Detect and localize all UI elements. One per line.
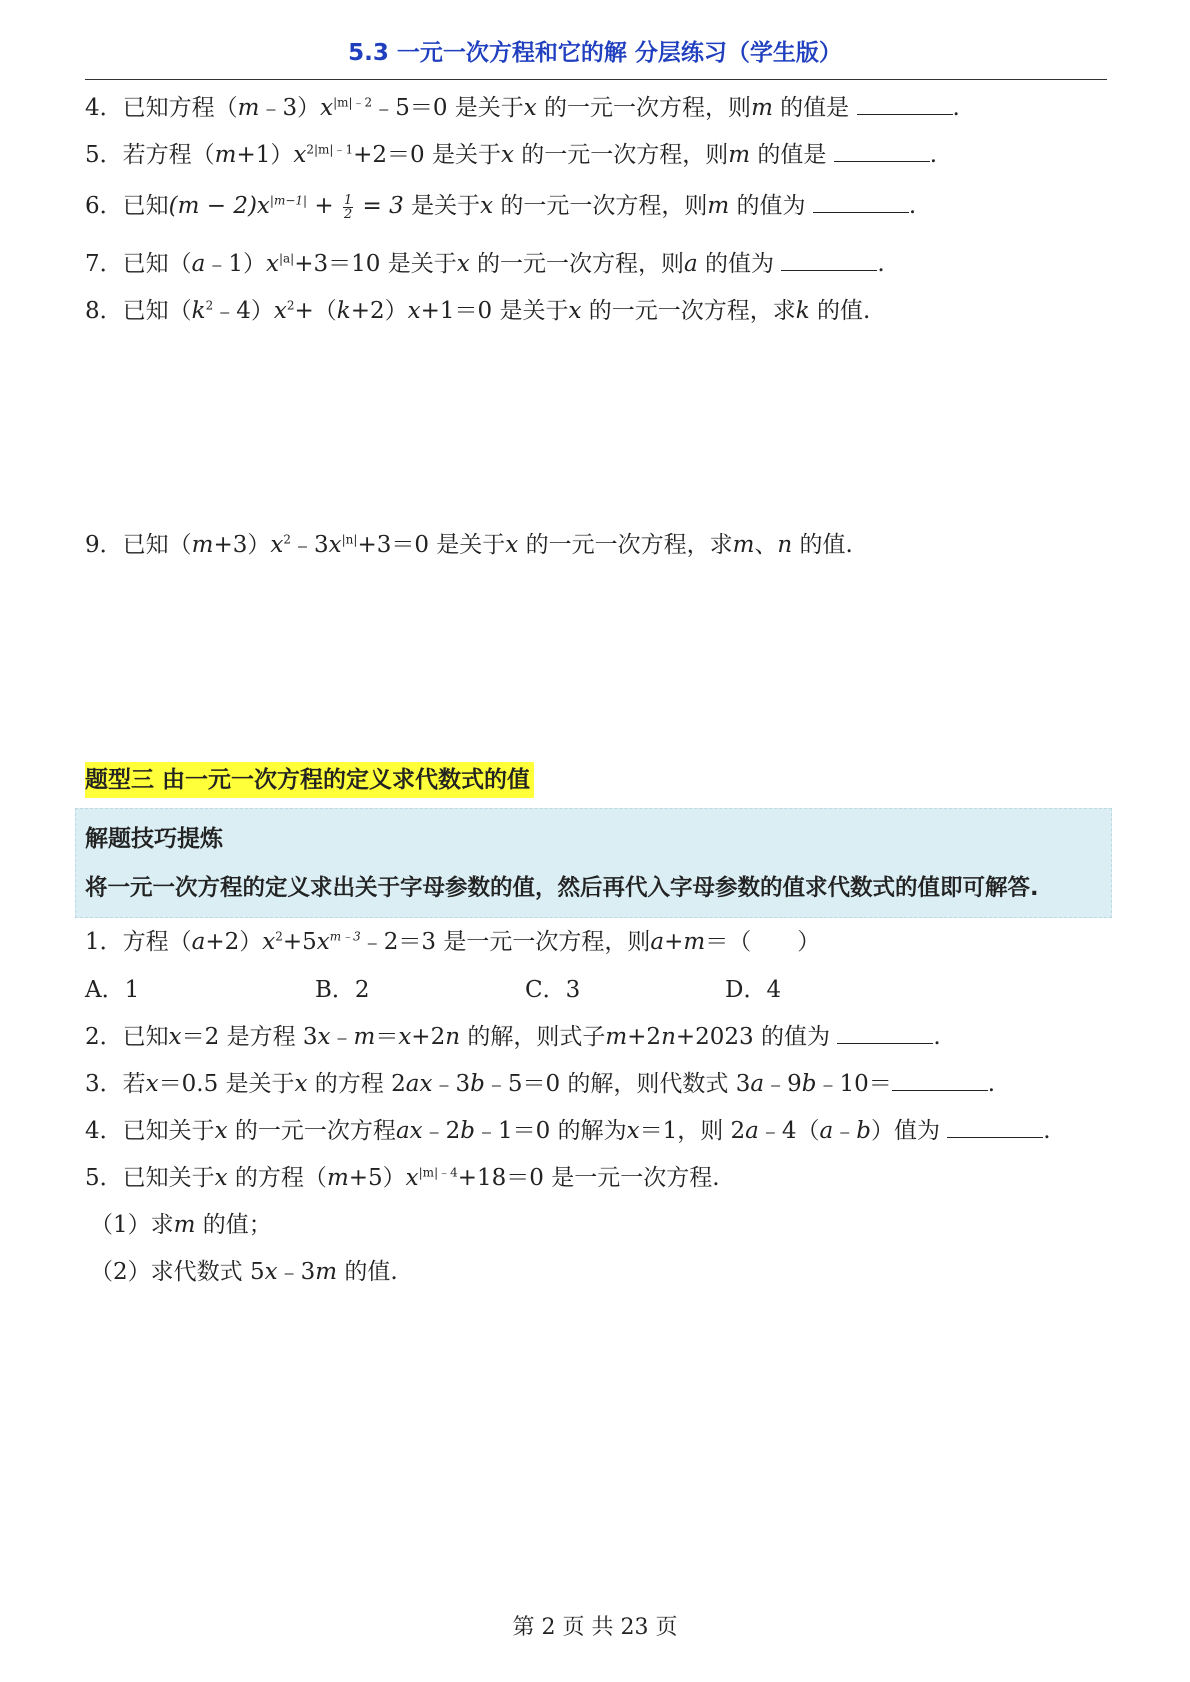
question-4: 4．已知方程$(m﹣3)x^{|m|﹣2}﹣5=0$ 是关于x 的一元一次方程，则m 的值是 . xyxy=(85,95,960,121)
sub-question-1: （1）求m 的值； xyxy=(90,1212,272,1238)
page-number: 第 2 页 共 23 页 xyxy=(512,1615,678,1640)
answer-blank[interactable] xyxy=(892,1070,988,1091)
answer-blank[interactable] xyxy=(813,192,909,213)
question-3: 3．若x＝0.5 是关于x 的方程 2ax﹣3b﹣5＝0 的解，则代数式 3a﹣9b﹣10＝ . xyxy=(85,1071,996,1097)
question-2: 2．已知x＝2 是方程 3x﹣m＝x+2n 的解，则式子m+2n+2023 的值为 . xyxy=(85,1024,941,1050)
question-5b: 5．已知关于x 的方程$(m+5)x^{|m|﹣4}+18=0$ 是一元一次方程. xyxy=(85,1165,720,1191)
question-4b: 4．已知关于x 的一元一次方程ax﹣2b﹣1＝0 的解为x＝1，则 2a﹣4（a﹣b）值为 . xyxy=(85,1118,1051,1144)
tip-body: 将一元一次方程的定义求出关于字母参数的值，然后再代入字母参数的值求代数式的值即可解答. xyxy=(85,875,1039,901)
question-1: 1．方程$(a+2)x^2+5x^{m﹣3}﹣2=3$ 是一元一次方程，则a+m＝（ ） xyxy=(85,929,821,955)
header-divider xyxy=(85,79,1107,80)
answer-blank[interactable] xyxy=(837,1023,933,1044)
option-d[interactable]: D．4 xyxy=(725,977,782,1003)
question-8: 8．已知$(k^2﹣4)x^2+(k+2)x+1=0$ 是关于x 的一元一次方程，求k 的值. xyxy=(85,298,871,324)
fraction: $\frac{1}{2}$ xyxy=(343,192,353,222)
answer-blank[interactable] xyxy=(857,94,953,115)
sub-question-2: （2）求代数式 5x﹣3m 的值. xyxy=(90,1259,398,1285)
answer-blank[interactable] xyxy=(947,1117,1043,1138)
option-c[interactable]: C．3 xyxy=(525,977,581,1003)
question-5: 5．若方程$(m+1)x^{2|m|﹣1}+2=0$ 是关于x 的一元一次方程，则m 的值是 . xyxy=(85,142,937,168)
tip-heading: 解题技巧提炼 xyxy=(85,826,223,852)
answer-blank[interactable] xyxy=(781,250,877,271)
option-b[interactable]: B．2 xyxy=(315,977,370,1003)
option-a[interactable]: A．1 xyxy=(85,977,140,1003)
section-heading: 题型三 由一元一次方程的定义求代数式的值 xyxy=(85,762,534,798)
question-9: 9．已知$(m+3)x^2﹣3x^{|n|}+3=0$ 是关于x 的一元一次方程，求m、n 的值. xyxy=(85,532,853,558)
page-title: 5.3 一元一次方程和它的解 分层练习（学生版） xyxy=(348,40,842,66)
question-7: 7．已知$(a﹣1)x^{|a|}+3=10$ 是关于x 的一元一次方程，则a 的值为 . xyxy=(85,251,885,277)
question-6: 6．已知$(m - 2)x^{|m-1|}$ + $\frac{1}{2}$ = 3 是关于x 的一元一次方程，则m 的值为 . xyxy=(85,192,917,222)
answer-blank[interactable] xyxy=(834,141,930,162)
